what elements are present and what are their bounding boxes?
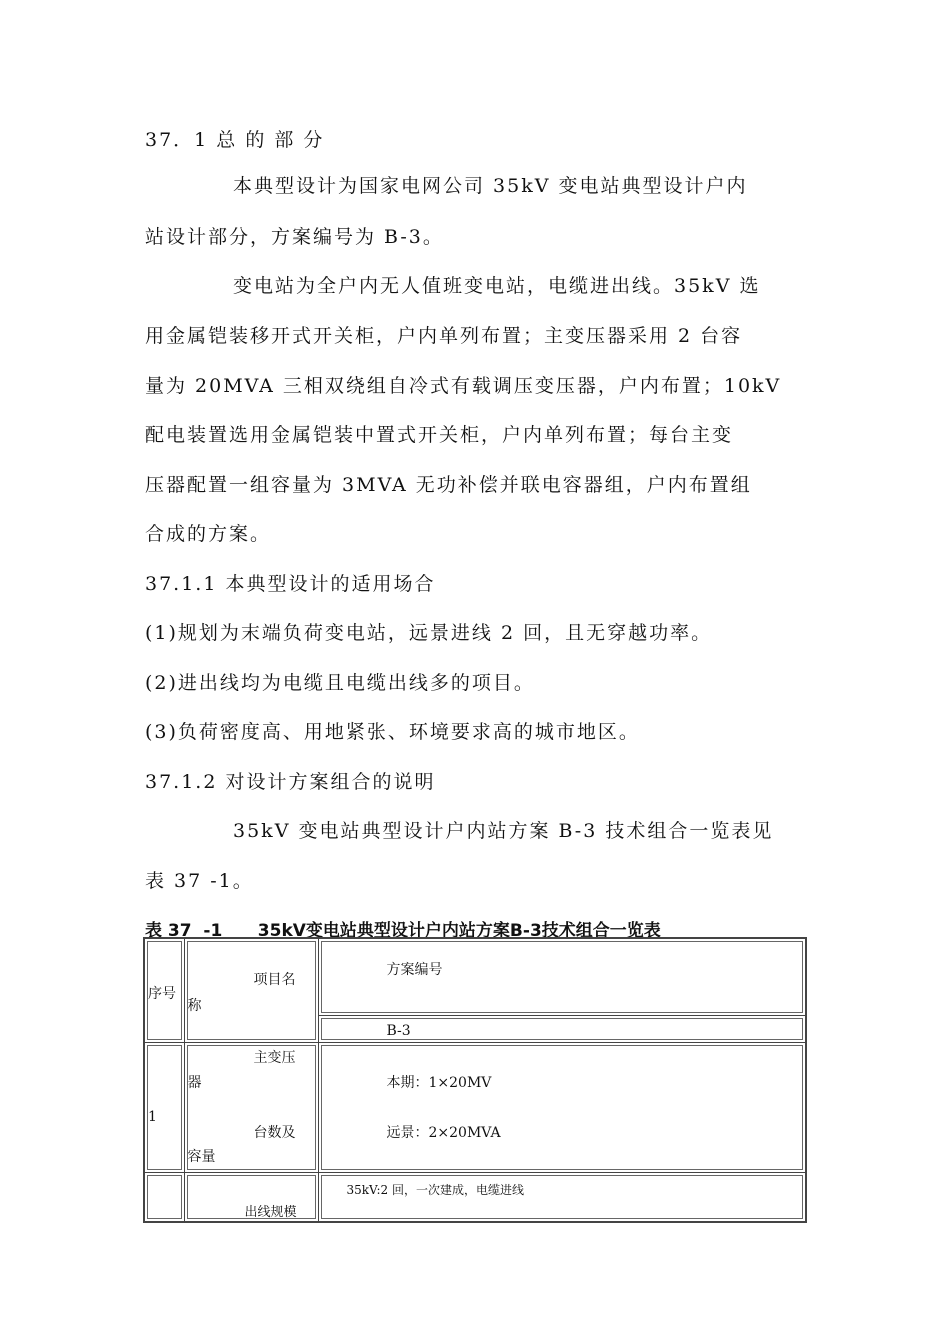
cell-value: 本期：1×20MV [386,1074,492,1091]
table-cell [144,1042,184,1172]
item-label: 台数及 [253,1124,296,1141]
scheme-code: B-3 [386,1022,411,1039]
paragraph-line: 压器配置一组容量为 3MVA 无功补偿并联电容器组，户内布置组 [145,474,752,496]
table-cell [184,1042,318,1172]
paragraph-line: 表 37 -1。 [145,870,254,892]
header-scheme: 方案编号 [386,962,443,978]
table-cell [184,938,318,1042]
item-label: 出线规模 [244,1204,297,1220]
table-row [144,938,806,1015]
table-cell [144,1172,184,1222]
scheme-table [143,937,807,1223]
row-index: 1 [148,1108,157,1125]
paragraph-line: 量为 20MVA 三相双绕组自冷式有载调压变压器，户内布置；10kV [145,375,782,397]
subsection-title: 37.1.2 对设计方案组合的说明 [145,771,436,793]
paragraph-line: 合成的方案。 [145,523,272,545]
subsection-title: 37.1.1 本典型设计的适用场合 [145,573,436,595]
list-item: (2)进出线均为电缆且电缆出线多的项目。 [145,672,535,694]
table-cell [318,1015,806,1042]
paragraph-line: 变电站为全户内无人值班变电站，电缆进出线。35kV 选 [233,275,761,297]
table-cell [144,938,184,1042]
paragraph-line: 站设计部分，方案编号为 B-3。 [145,226,444,248]
cell-value: 35kV:2 回，一次建成，电缆进线 [346,1182,524,1197]
item-label: 主变压 [253,1049,296,1066]
paragraph-line: 本典型设计为国家电网公司 35kV 变电站典型设计户内 [233,175,748,197]
table-caption: 表 37 -1 35kV变电站典型设计户内站方案B-3技术组合一览表 [145,921,661,941]
paragraph-line: 用金属铠装移开式开关柜，户内单列布置；主变压器采用 2 台容 [145,325,743,347]
list-item: (3)负荷密度高、用地紧张、环境要求高的城市地区。 [145,721,640,743]
header-item-name: 称 [187,998,202,1014]
table-cell [184,1172,318,1222]
list-item: (1)规划为末端负荷变电站，远景进线 2 回，且无穿越功率。 [145,622,713,644]
header-index: 序号 [148,986,176,1002]
table-row [144,1042,806,1172]
item-label: 容量 [187,1148,216,1165]
section-heading: 37．1 总 的 部 分 [145,129,325,151]
table-cell [318,938,806,1015]
table-cell [318,1172,806,1222]
cell-value: 远景：2×20MVA [386,1124,501,1141]
paragraph-line: 配电装置选用金属铠装中置式开关柜，户内单列布置；每台主变 [145,424,734,446]
header-item-name: 项目名 [253,972,296,988]
table-cell [318,1042,806,1172]
item-label: 器 [187,1074,202,1091]
paragraph-line: 35kV 变电站典型设计户内站方案 B-3 技术组合一览表见 [233,820,774,842]
table-row [144,1172,806,1222]
